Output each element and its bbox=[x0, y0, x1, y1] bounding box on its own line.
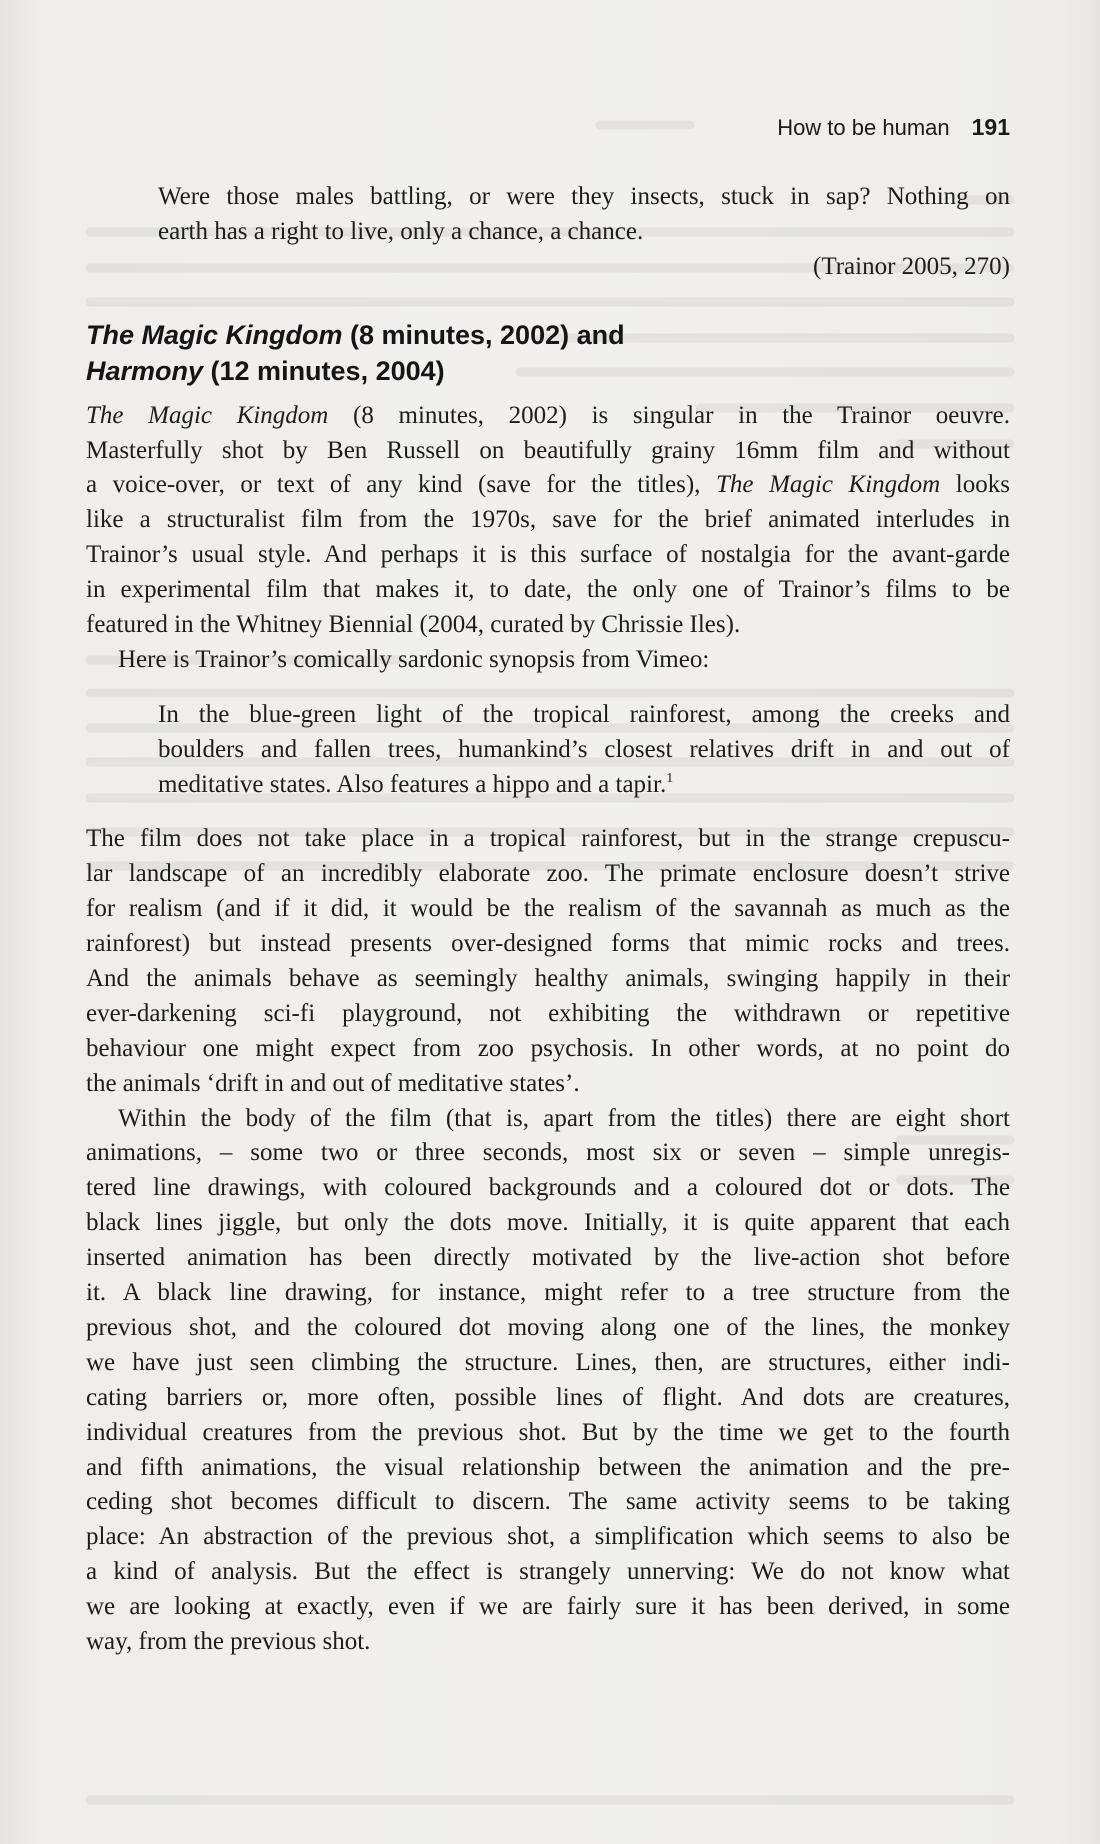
paragraph-line: ever-darkening sci-fi playground, not exhibiting the withdrawn or repetitive bbox=[86, 999, 1010, 1027]
paragraph-line: way, from the previous shot. bbox=[86, 1627, 371, 1655]
paragraph-line: inserted animation has been directly motivated by the live-action shot before bbox=[86, 1244, 1010, 1272]
paragraph-line: ceding shot becomes difficult to discern. The same activity seems to be taking bbox=[86, 1488, 1010, 1516]
heading-film-title: The Magic Kingdom bbox=[86, 319, 343, 350]
paragraph-text: (8 minutes, 2002) is singular in the Trainor oeuvre. bbox=[328, 401, 1011, 429]
paragraph-line: black lines jiggle, but only the dots move. Initially, it is quite apparent that each bbox=[86, 1209, 1010, 1237]
paragraph-line: featured in the Whitney Biennial (2004, curated by Chrissie Iles). bbox=[86, 611, 741, 639]
paragraph-line: cating barriers or, more often, possible lines of flight. And dots are creatures, bbox=[86, 1383, 1010, 1411]
running-head-title: How to be human bbox=[777, 115, 950, 140]
paragraph bbox=[86, 399, 1010, 643]
paragraph-line: lar landscape of an incredibly elaborate zoo. The primate enclosure doesn’t strive bbox=[86, 860, 1010, 888]
paragraph-line: a kind of analysis. But the effect is strangely unnerving: We do not know what bbox=[86, 1558, 1010, 1586]
epigraph-line: Were those males battling, or were they insects, stuck in sap? Nothing on bbox=[158, 183, 1010, 210]
epigraph bbox=[86, 180, 1010, 285]
block-quote bbox=[86, 698, 1010, 803]
paragraph-line: individual creatures from the previous shot. But by the time we get to the fourth bbox=[86, 1418, 1010, 1446]
paragraph-line: place: An abstraction of the previous shot, a simplification which seems to also be bbox=[86, 1523, 1010, 1551]
footnote-marker[interactable]: 1 bbox=[666, 770, 674, 786]
epigraph-citation: (Trainor 2005, 270) bbox=[813, 252, 1010, 280]
paragraph-line: behaviour one might expect from zoo psychosis. In other words, at no point do bbox=[86, 1034, 1010, 1062]
paragraph-line: Masterfully shot by Ben Russell on beautifully grainy 16mm film and without bbox=[86, 436, 1010, 464]
paragraph-line: The film does not take place in a tropical rainforest, but in the strange crepuscu- bbox=[86, 825, 1010, 853]
page-number: 191 bbox=[971, 114, 1010, 140]
paragraph-line: we have just seen climbing the structure. Lines, then, are structures, either indi- bbox=[86, 1348, 1010, 1376]
paragraph-line: Here is Trainor’s comically sardonic synopsis from Vimeo: bbox=[118, 645, 710, 673]
block-quote-line: In the blue-green light of the tropical rainforest, among the creeks and bbox=[158, 700, 1010, 728]
paragraph-line: the animals ‘drift in and out of meditative states’. bbox=[86, 1069, 580, 1097]
heading-text: (12 minutes, 2004) bbox=[203, 355, 445, 386]
paragraph-line: it. A black line drawing, for instance, might refer to a tree structure from the bbox=[86, 1279, 1010, 1307]
paragraph-line: for realism (and if it did, it would be the realism of the savannah as much as the bbox=[86, 895, 1010, 923]
paragraph-line: we are looking at exactly, even if we are fairly sure it has been derived, in some bbox=[86, 1593, 1010, 1621]
paragraph-line: animations, – some two or three seconds, most six or seven – simple unregis- bbox=[86, 1139, 1010, 1167]
body-text bbox=[86, 180, 1010, 1660]
paragraph-text: a voice-over, or text of any kind (save for the titles), bbox=[86, 471, 716, 499]
paragraph-line: like a structuralist film from the 1970s, save for the brief animated interludes in bbox=[86, 506, 1010, 534]
film-title: The Magic Kingdom bbox=[86, 401, 329, 429]
paragraph-line bbox=[86, 399, 1010, 434]
epigraph-line: earth has a right to live, only a chance, a chance. bbox=[158, 217, 644, 245]
section-heading bbox=[86, 317, 1010, 389]
block-quote-line: boulders and fallen trees, humankind’s closest relatives drift in and out of bbox=[158, 735, 1010, 763]
paragraph bbox=[86, 1102, 1010, 1660]
paragraph-line: Within the body of the film (that is, apart from the titles) there are eight short bbox=[118, 1104, 1010, 1132]
paragraph-line: And the animals behave as seemingly healthy animals, swinging happily in their bbox=[86, 965, 1010, 993]
paragraph-line: Trainor’s usual style. And perhaps it is this surface of nostalgia for the avant-garde bbox=[86, 541, 1010, 569]
paragraph bbox=[86, 822, 1010, 1101]
paragraph-line: rainforest) but instead presents over-designed forms that mimic rocks and trees. bbox=[86, 930, 1010, 958]
paragraph-text: looks bbox=[940, 471, 1010, 499]
block-quote-line bbox=[158, 768, 1010, 803]
paragraph-line: previous shot, and the coloured dot moving along one of the lines, the monkey bbox=[86, 1313, 1010, 1341]
block-quote-text: meditative states. Also features a hippo and a tapir. bbox=[158, 770, 667, 798]
heading-film-title: Harmony bbox=[86, 355, 204, 386]
paragraph-line: tered line drawings, with coloured backgrounds and a coloured dot or dots. The bbox=[86, 1174, 1010, 1202]
paragraph-line: in experimental film that makes it, to date, the only one of Trainor’s films to be bbox=[86, 576, 1010, 604]
film-title: The Magic Kingdom bbox=[716, 471, 941, 499]
heading-text: (8 minutes, 2002) and bbox=[342, 319, 625, 350]
running-head bbox=[777, 114, 1010, 141]
paragraph-line: and fifth animations, the visual relationship between the animation and the pre- bbox=[86, 1453, 1010, 1481]
paragraph bbox=[86, 643, 1010, 678]
paragraph-line bbox=[86, 468, 1010, 503]
